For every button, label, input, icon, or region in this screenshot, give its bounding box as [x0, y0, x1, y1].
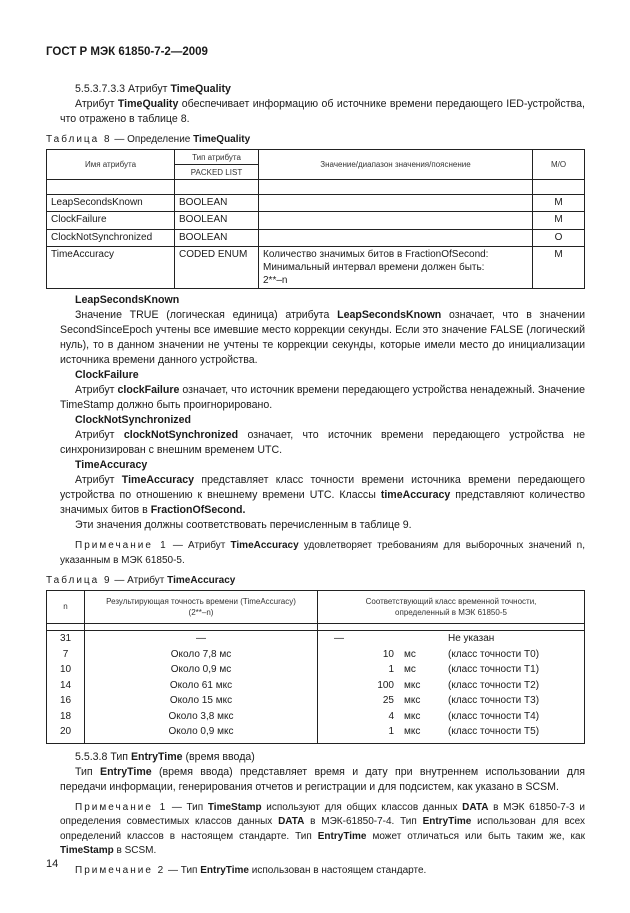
- def-text-notsync: Атрибут clockNotSynchronized означает, что источник времени передающего устройства не синхронизирован с внешним временем UTC.: [60, 429, 585, 457]
- table9-header-accuracy: Результирующая точность времени (TimeAccuracy) (2**–n): [85, 590, 318, 623]
- paragraph-entrytime: Тип EntryTime (время ввода) представляет время и дату при внутреннем использовании для передачи информации, генерирования отчетов и регистрации и для подсистем, как указано в SCSM.: [60, 766, 585, 794]
- table9-header-n: n: [47, 590, 85, 623]
- table8-header-packed: PACKED LIST: [175, 165, 259, 180]
- table-row: 14 Около 61 мкс 100 мкс (класс точности Т2): [47, 678, 585, 694]
- def-text-accuracy-2: Эти значения должны соответствовать перечисленным в таблице 9.: [75, 519, 412, 532]
- table8-caption: Таблица 8 — Определение TimeQuality: [46, 134, 251, 146]
- table-row: 20 Около 0,9 мкс 1 мкс (класс точности Т5): [47, 724, 585, 743]
- table8-header-type: Тип атрибута: [175, 150, 259, 165]
- table-row: ClockFailure BOOLEAN M: [47, 212, 585, 229]
- table-row: LeapSecondsKnown BOOLEAN M: [47, 195, 585, 212]
- paragraph-timequality: Атрибут TimeQuality обеспечивает информацию об источнике времени передающего IED-устройства, что отражено в таблице 8.: [60, 98, 586, 126]
- table-row: 18 Около 3,8 мкс 4 мкс (класс точности Т4): [47, 709, 585, 725]
- def-heading-failure: ClockFailure: [75, 369, 139, 381]
- section-title-entrytime: 5.5.3.8 Тип EntryTime (время ввода): [75, 751, 255, 764]
- note-entrytime-2: Примечание 2 — Тип EntryTime использован в настоящем стандарте.: [75, 864, 427, 876]
- table-row: 16 Около 15 мкс 25 мкс (класс точности Т3): [47, 693, 585, 709]
- def-text-accuracy: Атрибут TimeAccuracy представляет класс точности времени источника времени передающего устройства по отношению к внешнему времени UTC. Классы timeAccuracy представляют количество значимых битов в FractionOfSecond.: [60, 474, 586, 517]
- table-row: 10 Около 0,9 мс 1 мс (класс точности Т1): [47, 662, 585, 678]
- section-title-bold: TimeQuality: [170, 83, 231, 95]
- page-content: [46, 82, 586, 878]
- def-text-failure: Атрибут clockFailure означает, что источник времени передающего устройства ненадежный. Значение TimeStamp должно быть проигнорировано.: [60, 384, 585, 412]
- table8-header-mo: М/О: [533, 150, 585, 180]
- note-1: Примечание 1 — Атрибут TimeAccuracy удовлетворяет требованиям для выборочных значений n, указанным в МЭК 61850-5.: [60, 540, 585, 566]
- table8: [46, 149, 585, 289]
- def-heading-notsync: ClockNotSynchronized: [75, 414, 191, 427]
- table-row: 31 — — Не указан: [47, 630, 585, 646]
- def-text-leap: Значение TRUE (логическая единица) атрибута LeapSecondsKnown означает, что в значении SecondSinceEpoch учтены все имевшие место коррекции секунды. Если это значение FALSE (логический нуль), то в данном значении не учтены те коррекции секунды, которые имели место до инициализации источника времени данного устройства.: [60, 308, 586, 366]
- table9: [46, 590, 585, 744]
- section-title-prefix: 5.5.3.7.3.3 Атрибут: [75, 83, 171, 95]
- table-row: TimeAccuracy CODED ENUM Количество значимых битов в FractionOfSecond: Минимальный интервал времени должен быть: 2**–n M: [47, 246, 585, 288]
- table-row: 7 Около 7,8 мс 10 мс (класс точности Т0): [47, 647, 585, 663]
- def-heading-accuracy: TimeAccuracy: [75, 459, 148, 472]
- def-heading-leap: LeapSecondsKnown: [75, 293, 180, 306]
- table8-header-name: Имя атрибута: [47, 150, 175, 180]
- table9-caption: Таблица 9 — Атрибут TimeAccuracy: [46, 574, 236, 586]
- section-title-timequality: [60, 82, 585, 97]
- note-entrytime-1: Примечание 1 — Тип TimeStamp используют для общих классов данных DATA в МЭК 61850-7-3 и определения совместимых классов данных DATA в МЭК-61850-7-4. Тип EntryTime использован для всех определений классов в настоящем стандарте. Тип EntryTime может отличаться или быть таким же, как TimeStamp в SCSM.: [60, 802, 586, 856]
- table-row: ClockNotSynchronized BOOLEAN O: [47, 229, 585, 246]
- document-header: ГОСТ Р МЭК 61850-7-2—2009: [46, 46, 208, 58]
- table8-header-value: Значение/диапазон значения/пояснение: [259, 150, 533, 180]
- page-number: 14: [46, 858, 59, 870]
- table9-header-class: Соответствующий класс временной точности, определенный в МЭК 61850-5: [318, 590, 585, 623]
